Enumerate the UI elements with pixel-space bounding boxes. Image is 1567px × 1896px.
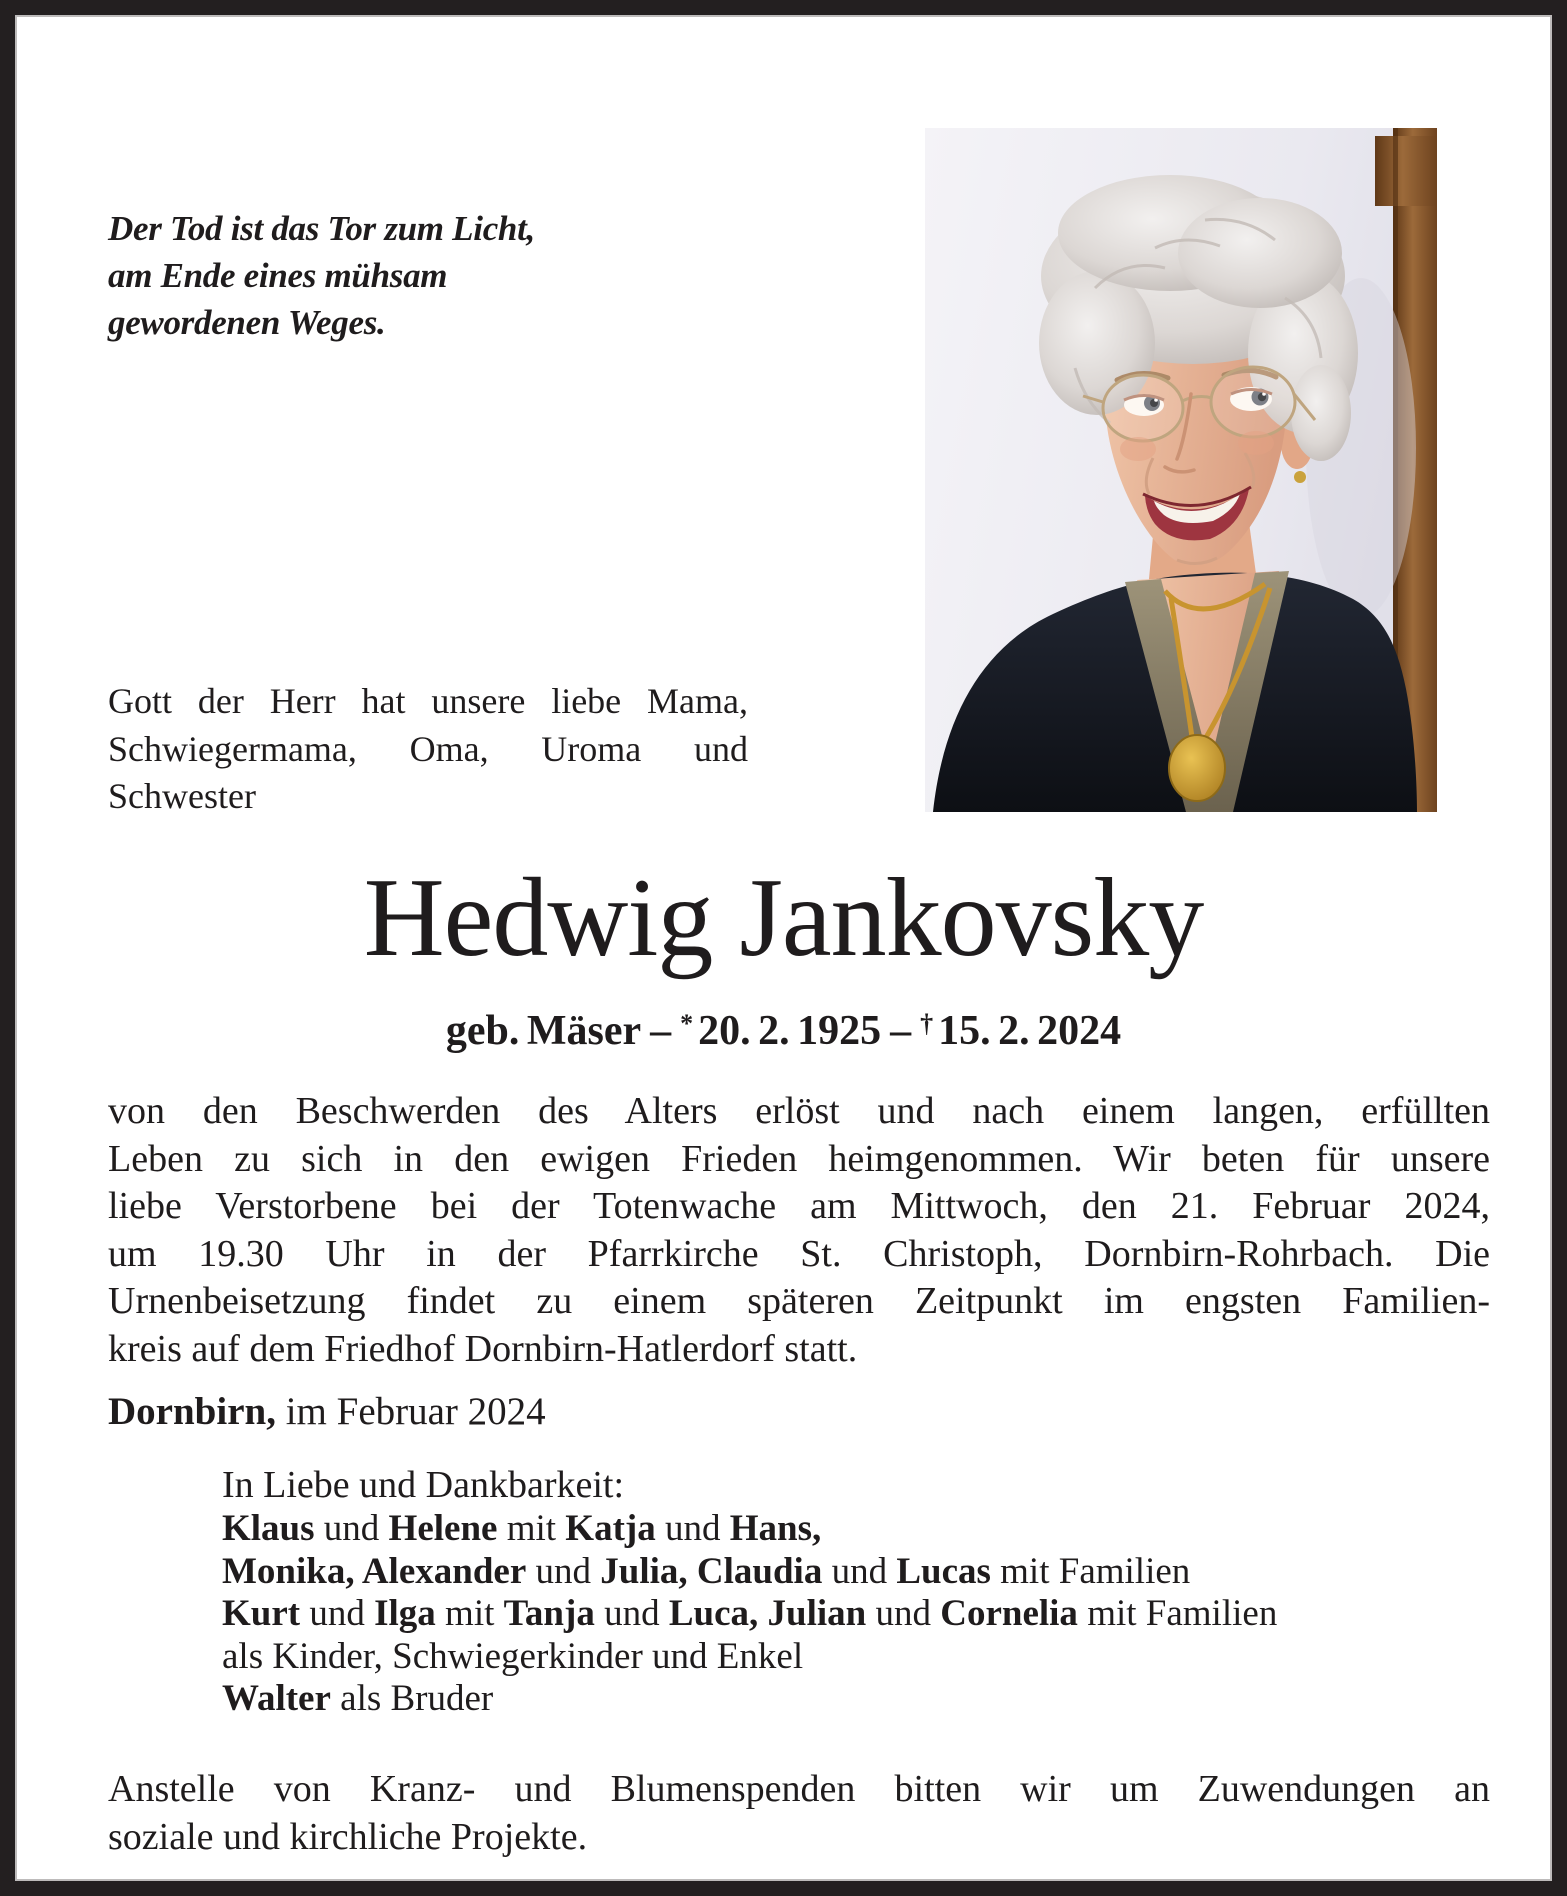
death-cross-symbol: † <box>920 1009 934 1039</box>
family-line: als Kinder, Schwiegerkinder und Enkel <box>222 1635 804 1677</box>
birth-date: 20. 2. 1925 <box>698 1008 882 1054</box>
birth-star-symbol: * <box>680 1009 694 1039</box>
family-line: Klaus und Helene mit Katja und Hans, <box>222 1508 822 1549</box>
body-line: Leben zu sich in den ewigen Frieden heimgenommen. Wir beten für unsere <box>108 1137 1490 1180</box>
gold-pendant <box>1169 735 1225 801</box>
earring <box>1294 471 1306 483</box>
dash: – <box>890 1008 912 1054</box>
announcement-paragraph <box>108 1088 1490 1373</box>
cheek <box>1238 431 1274 455</box>
intro-line: Schwester <box>108 776 256 816</box>
quote-line: gewordenen Weges. <box>108 303 386 342</box>
cheek <box>1120 437 1156 461</box>
dateline-place: Dornbirn, <box>108 1390 276 1433</box>
death-date: 15. 2. 2024 <box>938 1008 1122 1054</box>
intro-block <box>108 678 748 821</box>
portrait-illustration <box>925 128 1437 812</box>
donation-line: soziale und kirchliche Projekte. <box>108 1816 588 1858</box>
quote-block <box>108 205 668 346</box>
body-line: um 19.30 Uhr in der Pfarrkirche St. Christoph, Dornbirn-Rohrbach. Die <box>108 1232 1490 1275</box>
body-line: Urnenbeisetzung findet zu einem späteren Zeitpunkt im engsten Familien- <box>108 1280 1490 1322</box>
birth-death-line <box>15 1007 1552 1060</box>
quote-line: am Ende eines mühsam <box>108 256 448 295</box>
donation-note <box>108 1765 1490 1861</box>
body-line: liebe Verstorbene bei der Totenwache am Mittwoch, den 21. Februar 2024, <box>108 1185 1490 1227</box>
dash: – <box>650 1008 672 1054</box>
family-line: Monika, Alexander und Julia, Claudia und Lucas mit Familien <box>222 1550 1191 1592</box>
family-list <box>222 1508 1512 1721</box>
intro-line: Schwiegermama, Oma, Uroma und <box>108 728 748 769</box>
closing-phrase: In Liebe und Dankbarkeit: <box>222 1464 625 1506</box>
portrait-photo <box>925 128 1437 812</box>
quote-line: Der Tod ist das Tor zum Licht, <box>108 209 535 248</box>
dateline <box>108 1388 546 1436</box>
family-line: Kurt und Ilga mit Tanja und Luca, Julian und Cornelia mit Familien <box>222 1593 1278 1634</box>
intro-line: Gott der Herr hat unsere liebe Mama, <box>108 681 748 721</box>
deceased-name: Hedwig Jankovsky <box>363 856 1204 980</box>
body-line: von den Beschwerden des Alters erlöst und nach einem langen, erfüllten <box>108 1090 1490 1132</box>
donation-line: Anstelle von Kranz- und Blumenspenden bitten wir um Zuwendungen an <box>108 1768 1490 1810</box>
body-line: kreis auf dem Friedhof Dornbirn-Hatlerdorf statt. <box>108 1327 858 1370</box>
maiden-name: geb. Mäser <box>445 1008 642 1054</box>
family-line: Walter als Bruder <box>222 1678 494 1719</box>
dateline-date: im Februar 2024 <box>275 1390 546 1433</box>
